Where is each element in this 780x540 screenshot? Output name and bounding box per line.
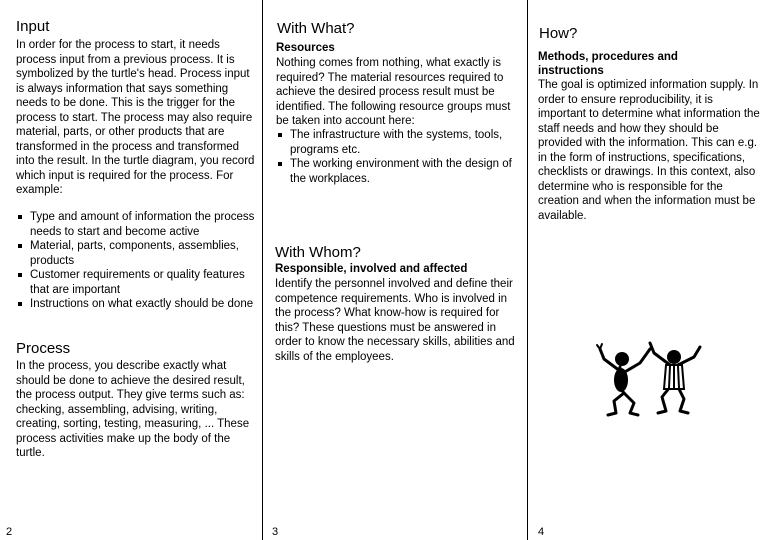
page-number: 3 (272, 526, 279, 538)
input-heading: Input (16, 18, 50, 35)
list-item: The infrastructure with the systems, tools, programs etc. (276, 128, 516, 157)
process-heading: Process (16, 340, 71, 357)
list-item: Material, parts, components, assemblies, products (16, 239, 258, 268)
list-item: Customer requirements or quality features that are important (16, 268, 258, 297)
with-what-heading: With What? (277, 20, 355, 37)
input-text: In order for the process to start, it needs process input from a previous process. It is symbolized by the turtle's head. Process input is always information that says something needs to be done. This is the trigger for the process to start. The process may also require material, parts, or other products that are transformed in the process and transformed into the result. In the turtle diagram, you record which input is required for the process. For example: (16, 39, 255, 196)
resources-subheading: Resources (276, 42, 335, 54)
input-bullet-list (16, 210, 258, 312)
list-item: The working environment with the design of the workplaces. (276, 157, 516, 186)
list-item: Type and amount of information the process needs to start and become active (16, 210, 258, 239)
resources-text: Nothing comes from nothing, what exactly is required? The material resources required to achieve the desired process result must be identified. The following resource groups must be taken into account here: (276, 57, 511, 127)
responsible-subheading: Responsible, involved and affected (275, 263, 468, 275)
resources-bullet-list (276, 128, 516, 186)
process-text: In the process, you describe exactly what should be done to achieve the desired result, the process output. They give terms such as: checking, assembling, advising, writing, creating, sorting, testing, measuring, ... These process activities make up the body of the turtle. (16, 360, 250, 459)
with-whom-heading: With Whom? (275, 244, 361, 261)
how-heading: How? (539, 25, 578, 42)
page-number: 2 (6, 526, 13, 538)
page-number: 4 (538, 526, 545, 538)
dancing-figures-illustration (590, 335, 730, 420)
list-item: Instructions on what exactly should be done (16, 297, 258, 312)
page-3-column (263, 0, 527, 540)
methods-text: The goal is optimized information supply. In order to ensure reproducibility, it is important to determine what information the staff needs and how they should be provided with the information. This can e.g. in the form of instructions, specifications, checklists or drawings. In this context, also determine who is responsible for the creation and when the information must be available. (538, 79, 760, 222)
responsible-text: Identify the personnel involved and define their competence requirements. Who is involved in the process? What know-how is required for this? These questions must be answered in order to know the necessary skills, abilities and skills of the employees. (275, 278, 515, 363)
methods-subheading: Methods, procedures and instructions (538, 51, 678, 77)
page-4-column (528, 0, 780, 540)
page-2-column (0, 0, 262, 540)
